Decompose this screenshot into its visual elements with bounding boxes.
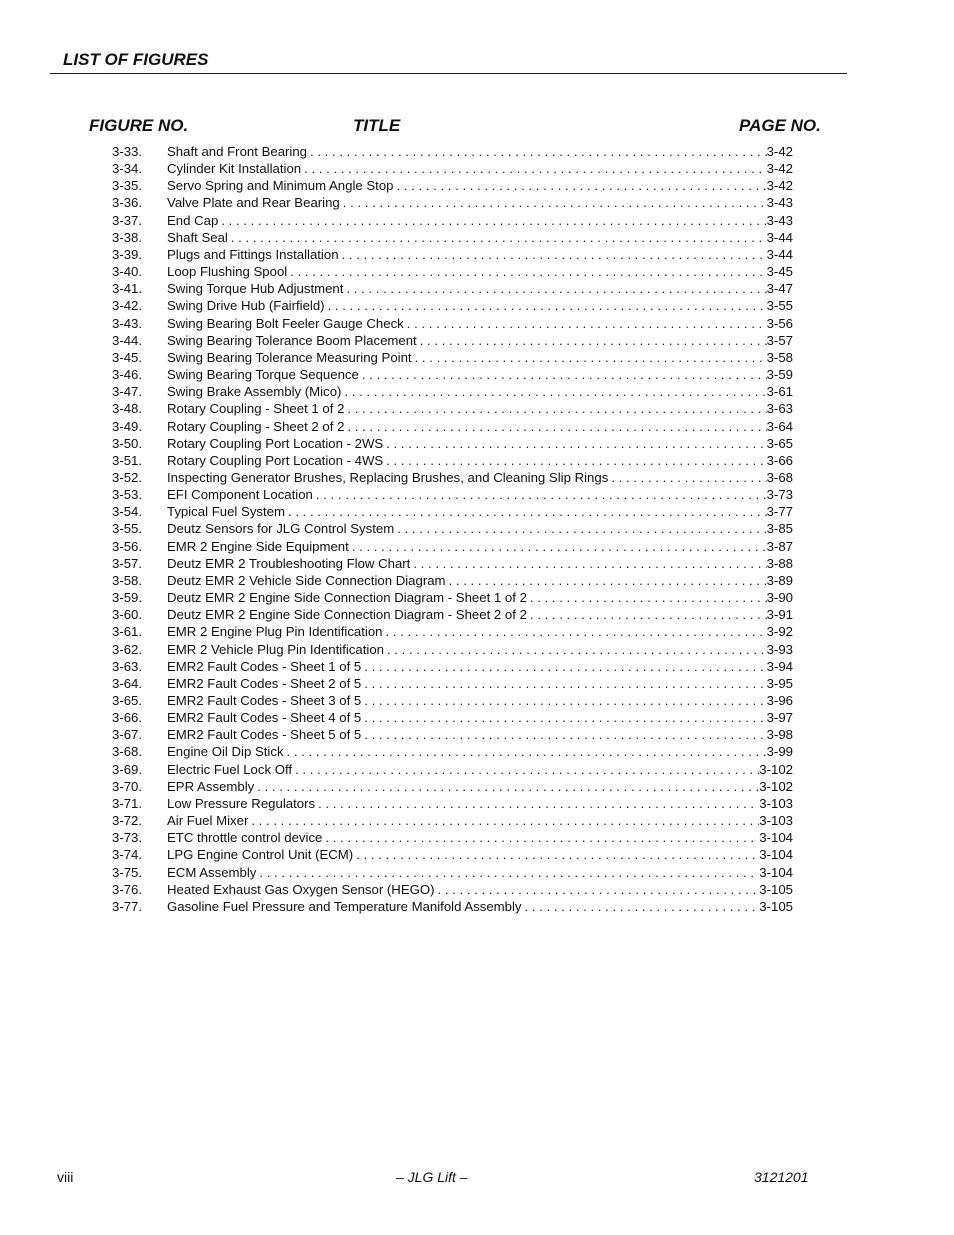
figure-list-item [0, 366, 954, 383]
figure-entry-line [167, 675, 793, 692]
figure-entry-line [167, 383, 793, 400]
figure-page: 3-77 [766, 504, 793, 520]
figure-list-item [0, 795, 954, 812]
figure-list-item [0, 503, 954, 520]
figure-entry-line [167, 589, 793, 606]
figure-list-item [0, 778, 954, 795]
figure-title: Deutz EMR 2 Engine Side Connection Diagram - Sheet 2 of 2 [167, 607, 527, 623]
figure-entry-line [167, 795, 793, 812]
figure-title: EMR2 Fault Codes - Sheet 4 of 5 [167, 710, 362, 726]
figure-title: Swing Bearing Tolerance Boom Placement [167, 332, 417, 348]
figure-list-item [0, 400, 954, 417]
figure-number: 3-46. [112, 367, 143, 383]
figure-title: Shaft and Front Bearing [167, 144, 308, 159]
figure-page: 3-64 [766, 418, 793, 434]
dot-leader [259, 864, 759, 881]
dot-leader [407, 315, 767, 332]
figure-entry-line [167, 366, 793, 383]
dot-leader [347, 418, 766, 435]
figure-page: 3-56 [766, 315, 793, 331]
figure-title: Swing Brake Assembly (Mico) [167, 384, 342, 400]
figure-title: Deutz Sensors for JLG Control System [167, 521, 395, 537]
figure-number: 3-68. [112, 744, 143, 760]
figure-number: 3-74. [112, 847, 143, 863]
figure-list-item [0, 846, 954, 863]
dot-leader [231, 229, 767, 246]
dot-leader [397, 177, 767, 194]
figure-page: 3-95 [766, 675, 793, 691]
figure-list-item [0, 315, 954, 332]
figure-number: 3-70. [112, 778, 143, 794]
dot-leader [415, 349, 767, 366]
figure-title: Low Pressure Regulators [167, 795, 316, 811]
dot-leader [310, 143, 767, 160]
figure-list-item [0, 658, 954, 675]
dot-leader [387, 641, 767, 658]
dot-leader [290, 263, 766, 280]
figure-page: 3-45 [766, 264, 793, 280]
figure-entry-line [167, 864, 793, 881]
figure-entry-line [167, 709, 793, 726]
figure-title: EMR2 Fault Codes - Sheet 3 of 5 [167, 693, 362, 708]
figure-entry-line [167, 315, 793, 332]
dot-leader [364, 692, 766, 709]
figure-title: Plugs and Fittings Installation [167, 246, 339, 262]
figure-title: Rotary Coupling - Sheet 1 of 2 [167, 401, 345, 417]
figure-number: 3-42. [112, 298, 143, 314]
figure-list-item [0, 641, 954, 658]
figure-entry-line [167, 623, 793, 640]
figure-entry-line [167, 486, 793, 503]
figure-number: 3-39. [112, 246, 143, 262]
figure-entry-line [167, 658, 793, 675]
figure-list-item [0, 898, 954, 915]
figure-entry-line [167, 846, 793, 863]
figure-page: 3-92 [766, 624, 793, 640]
footer-publisher: – JLG Lift – [396, 1169, 468, 1185]
figure-page: 3-68 [766, 469, 793, 485]
figure-entry-line [167, 400, 793, 417]
figure-title: Swing Bearing Bolt Feeler Gauge Check [167, 315, 404, 331]
figure-page: 3-61 [766, 384, 793, 400]
figure-list-item [0, 709, 954, 726]
figure-list-item [0, 194, 954, 211]
figure-list-item [0, 418, 954, 435]
dot-leader [397, 520, 766, 537]
figure-entry-line [167, 349, 793, 366]
figure-title: Deutz EMR 2 Troubleshooting Flow Chart [167, 555, 411, 571]
figure-entry-line [167, 160, 793, 177]
footer-page-number: viii [57, 1169, 74, 1185]
figure-page: 3-85 [766, 521, 793, 537]
dot-leader [449, 572, 767, 589]
figure-page: 3-63 [766, 401, 793, 417]
header-rule [50, 73, 847, 74]
figure-entry-line [167, 418, 793, 435]
figure-title: Swing Torque Hub Adjustment [167, 281, 344, 297]
figure-title: ETC throttle control device [167, 830, 323, 846]
figure-title: Deutz EMR 2 Engine Side Connection Diagram - Sheet 1 of 2 [167, 590, 527, 606]
figure-page: 3-105 [759, 898, 793, 914]
figure-page: 3-65 [766, 435, 793, 451]
figure-list-item [0, 435, 954, 452]
figure-list-item [0, 349, 954, 366]
figure-number: 3-59. [112, 590, 143, 606]
figure-number: 3-38. [112, 229, 143, 245]
figure-entry-line [167, 692, 793, 709]
figure-list [0, 143, 954, 915]
dot-leader [287, 743, 767, 760]
figure-entry-line [167, 555, 793, 572]
figure-page: 3-103 [759, 813, 793, 829]
figure-number: 3-53. [112, 487, 143, 503]
figure-number: 3-60. [112, 607, 143, 623]
figure-entry-line [167, 829, 793, 846]
figure-list-item [0, 675, 954, 692]
figure-title: Servo Spring and Minimum Angle Stop [167, 178, 394, 194]
figure-page: 3-73 [766, 487, 793, 503]
figure-number: 3-44. [112, 332, 143, 348]
figure-list-item [0, 726, 954, 743]
figure-entry-line [167, 212, 793, 229]
figure-number: 3-34. [112, 161, 143, 177]
figure-list-item [0, 761, 954, 778]
figure-page: 3-87 [766, 538, 793, 554]
figure-number: 3-51. [112, 452, 143, 468]
figure-title: Inspecting Generator Brushes, Replacing Brushes, and Cleaning Slip Rings [167, 469, 609, 485]
figure-number: 3-36. [112, 195, 143, 211]
dot-leader [386, 435, 766, 452]
dot-leader [530, 589, 767, 606]
figure-page: 3-97 [766, 710, 793, 726]
dot-leader [386, 623, 767, 640]
column-header-figure-no: FIGURE NO. [89, 116, 189, 135]
figure-title: Gasoline Fuel Pressure and Temperature Manifold Assembly [167, 898, 522, 914]
figure-entry-line [167, 726, 793, 743]
figure-page: 3-104 [759, 847, 793, 863]
dot-leader [343, 194, 767, 211]
figure-entry-line [167, 143, 793, 160]
figure-title: End Cap [167, 212, 219, 228]
figure-list-item [0, 160, 954, 177]
figure-list-item [0, 486, 954, 503]
column-header-page-no: PAGE NO. [739, 116, 821, 135]
dot-leader [295, 761, 759, 778]
figure-list-item [0, 263, 954, 280]
dot-leader [413, 555, 766, 572]
figure-entry-line [167, 263, 793, 280]
figure-list-item [0, 177, 954, 194]
figure-number: 3-55. [112, 521, 143, 537]
figure-page: 3-104 [759, 864, 793, 880]
figure-title: Deutz EMR 2 Vehicle Side Connection Diagram [167, 572, 446, 588]
figure-number: 3-54. [112, 504, 143, 520]
figure-title: ECM Assembly [167, 864, 257, 880]
figure-title: Electric Fuel Lock Off [167, 761, 293, 777]
figure-list-item [0, 589, 954, 606]
figure-page: 3-44 [766, 229, 793, 245]
figure-title: EFI Component Location [167, 487, 313, 503]
figure-entry-line [167, 194, 793, 211]
figure-page: 3-47 [766, 281, 793, 297]
figure-list-item [0, 829, 954, 846]
figure-page: 3-43 [766, 195, 793, 211]
figure-entry-line [167, 761, 793, 778]
figure-list-item [0, 572, 954, 589]
figure-list-item [0, 280, 954, 297]
figure-number: 3-72. [112, 813, 143, 829]
figure-page: 3-104 [759, 830, 793, 846]
figure-number: 3-76. [112, 881, 143, 897]
figure-number: 3-37. [112, 212, 143, 228]
figure-entry-line [167, 812, 793, 829]
figure-page: 3-44 [766, 246, 793, 262]
figure-entry-line [167, 641, 793, 658]
dot-leader [364, 726, 766, 743]
figure-entry-line [167, 469, 793, 486]
dot-leader [318, 795, 759, 812]
figure-page: 3-90 [766, 590, 793, 606]
figure-list-item [0, 229, 954, 246]
figure-title: Shaft Seal [167, 229, 228, 245]
dot-leader [328, 297, 767, 314]
figure-page: 3-102 [759, 761, 793, 777]
figure-number: 3-64. [112, 675, 143, 691]
dot-leader [386, 452, 766, 469]
dot-leader [325, 829, 759, 846]
figure-title: LPG Engine Control Unit (ECM) [167, 847, 354, 863]
figure-title: Swing Bearing Tolerance Measuring Point [167, 349, 412, 365]
figure-number: 3-61. [112, 624, 143, 640]
figure-title: EMR2 Fault Codes - Sheet 1 of 5 [167, 658, 362, 674]
figure-number: 3-35. [112, 178, 143, 194]
figure-page: 3-43 [766, 212, 793, 228]
figure-list-item [0, 555, 954, 572]
figure-page: 3-96 [766, 693, 793, 708]
figure-number: 3-47. [112, 384, 143, 400]
figure-page: 3-89 [766, 572, 793, 588]
figure-list-item [0, 623, 954, 640]
figure-page: 3-66 [766, 452, 793, 468]
figure-number: 3-77. [112, 898, 143, 914]
figure-number: 3-45. [112, 349, 143, 365]
figure-list-item [0, 538, 954, 555]
figure-number: 3-40. [112, 264, 143, 280]
figure-number: 3-43. [112, 315, 143, 331]
figure-entry-line [167, 177, 793, 194]
figure-entry-line [167, 280, 793, 297]
figure-page: 3-59 [766, 367, 793, 383]
figure-page: 3-42 [766, 144, 793, 159]
figure-title: Typical Fuel System [167, 504, 285, 520]
figure-list-item [0, 812, 954, 829]
figure-list-item [0, 692, 954, 709]
figure-page: 3-99 [766, 744, 793, 760]
figure-number: 3-50. [112, 435, 143, 451]
dot-leader [438, 881, 760, 898]
figure-number: 3-48. [112, 401, 143, 417]
figure-page: 3-93 [766, 641, 793, 657]
figure-entry-line [167, 538, 793, 555]
dot-leader [347, 400, 766, 417]
figure-number: 3-33. [112, 144, 143, 159]
figure-title: Rotary Coupling Port Location - 2WS [167, 435, 384, 451]
dot-leader [530, 606, 767, 623]
dot-leader [257, 778, 759, 795]
figure-entry-line [167, 881, 793, 898]
figure-page: 3-42 [766, 178, 793, 194]
dot-leader [364, 658, 766, 675]
figure-title: Rotary Coupling - Sheet 2 of 2 [167, 418, 345, 434]
footer-document-number: 3121201 [754, 1169, 809, 1185]
dot-leader [304, 160, 766, 177]
dot-leader [344, 383, 766, 400]
figure-entry-line [167, 297, 793, 314]
figure-entry-line [167, 246, 793, 263]
figure-page: 3-42 [766, 161, 793, 177]
figure-number: 3-49. [112, 418, 143, 434]
figure-page: 3-57 [766, 332, 793, 348]
figure-entry-line [167, 743, 793, 760]
figure-number: 3-58. [112, 572, 143, 588]
figure-title: Heated Exhaust Gas Oxygen Sensor (HEGO) [167, 881, 435, 897]
figure-page: 3-103 [759, 795, 793, 811]
figure-number: 3-65. [112, 693, 143, 708]
dot-leader [342, 246, 767, 263]
figure-title: Air Fuel Mixer [167, 813, 249, 829]
dot-leader [611, 469, 766, 486]
dot-leader [288, 503, 767, 520]
figure-number: 3-62. [112, 641, 143, 657]
figure-number: 3-56. [112, 538, 143, 554]
dot-leader [420, 332, 767, 349]
figure-number: 3-67. [112, 727, 143, 743]
figure-list-item [0, 143, 954, 160]
dot-leader [316, 486, 767, 503]
figure-page: 3-98 [766, 727, 793, 743]
figure-page: 3-88 [766, 555, 793, 571]
figure-list-item [0, 864, 954, 881]
figure-number: 3-52. [112, 469, 143, 485]
figure-number: 3-75. [112, 864, 143, 880]
dot-leader [362, 366, 767, 383]
figure-list-item [0, 520, 954, 537]
section-title: LIST OF FIGURES [63, 50, 209, 69]
figure-page: 3-58 [766, 349, 793, 365]
figure-title: Engine Oil Dip Stick [167, 744, 284, 760]
dot-leader [364, 709, 766, 726]
figure-entry-line [167, 898, 793, 915]
figure-entry-line [167, 452, 793, 469]
figure-page: 3-105 [759, 881, 793, 897]
figure-list-item [0, 246, 954, 263]
dot-leader [346, 280, 766, 297]
figure-title: Cylinder Kit Installation [167, 161, 302, 177]
figure-title: Loop Flushing Spool [167, 264, 288, 280]
figure-page: 3-102 [759, 778, 793, 794]
dot-leader [525, 898, 760, 915]
figure-number: 3-69. [112, 761, 143, 777]
dot-leader [356, 846, 759, 863]
dot-leader [221, 212, 766, 229]
figure-list-item [0, 881, 954, 898]
dot-leader [251, 812, 759, 829]
figure-title: Rotary Coupling Port Location - 4WS [167, 452, 384, 468]
figure-number: 3-71. [112, 795, 143, 811]
figure-list-item [0, 743, 954, 760]
figure-page: 3-55 [766, 298, 793, 314]
figure-entry-line [167, 503, 793, 520]
figure-title: Valve Plate and Rear Bearing [167, 195, 340, 211]
figure-title: Swing Drive Hub (Fairfield) [167, 298, 325, 314]
figure-number: 3-41. [112, 281, 143, 297]
figure-entry-line [167, 778, 793, 795]
figure-entry-line [167, 520, 793, 537]
figure-page: 3-94 [766, 658, 793, 674]
dot-leader [364, 675, 766, 692]
figure-number: 3-57. [112, 555, 143, 571]
figure-list-item [0, 469, 954, 486]
figure-list-item [0, 212, 954, 229]
figure-list-item [0, 297, 954, 314]
figure-list-item [0, 606, 954, 623]
figure-page: 3-91 [766, 607, 793, 623]
figure-number: 3-66. [112, 710, 143, 726]
figure-title: EMR 2 Engine Plug Pin Identification [167, 624, 383, 640]
figure-list-item [0, 383, 954, 400]
figure-list-item [0, 452, 954, 469]
figure-number: 3-63. [112, 658, 143, 674]
figure-title: Swing Bearing Torque Sequence [167, 367, 359, 383]
figure-list-item [0, 332, 954, 349]
column-header-title: TITLE [353, 116, 401, 135]
figure-entry-line [167, 229, 793, 246]
figure-number: 3-73. [112, 830, 143, 846]
figure-entry-line [167, 572, 793, 589]
figure-title: EMR2 Fault Codes - Sheet 5 of 5 [167, 727, 362, 743]
figure-title: EMR2 Fault Codes - Sheet 2 of 5 [167, 675, 362, 691]
figure-title: EPR Assembly [167, 778, 255, 794]
figure-title: EMR 2 Engine Side Equipment [167, 538, 349, 554]
figure-title: EMR 2 Vehicle Plug Pin Identification [167, 641, 384, 657]
figure-entry-line [167, 435, 793, 452]
figure-entry-line [167, 606, 793, 623]
dot-leader [352, 538, 767, 555]
figure-entry-line [167, 332, 793, 349]
